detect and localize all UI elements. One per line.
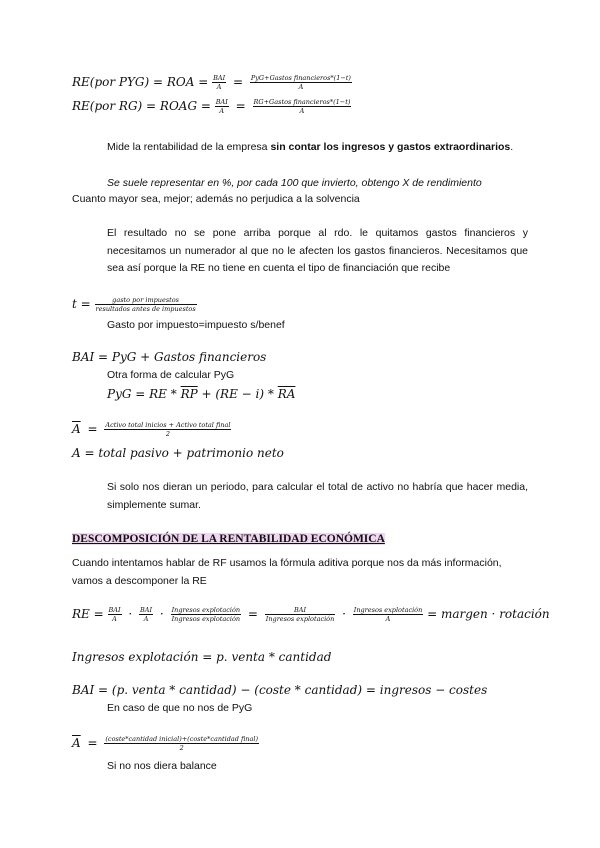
mide-bold-text: sin contar los ingresos y gastos extraordinarios <box>270 141 511 153</box>
a-bar2-fraction <box>104 735 259 752</box>
formula-bai-2: BAI = (p. venta * cantidad) − (coste * cantidad) = ingresos − costes <box>72 683 488 697</box>
formula-t <box>72 296 197 313</box>
formula-bai: BAI = PyG + Gastos financieros <box>72 350 267 364</box>
re-fraction-5 <box>353 606 424 623</box>
paragraph-resultado: El resultado no se pone arriba porque al rdo. le quitamos gastos financieros y necesitamos un numerador al que no le afecten los gastos financieros. Necesitamos que sea así porque la RE no tiene en cuenta el tipo de financiación que recibe <box>107 227 528 274</box>
roa-fraction-1 <box>212 74 226 91</box>
a-bar2-eq: = <box>87 736 98 750</box>
re-rhs: = margen · rotación <box>427 607 550 621</box>
formula-a-bar-2 <box>72 735 259 752</box>
re-lhs: RE = <box>72 607 104 621</box>
a-bar2-num: (coste*cantidad inicial)+(coste*cantidad final) <box>105 735 258 743</box>
re-f5-num: Ingresos explotación <box>353 606 423 614</box>
re-fraction-3 <box>171 606 242 623</box>
mide-period: . <box>510 141 514 153</box>
re-f5-den: A <box>385 615 391 623</box>
roa-f1-num: BAI <box>213 74 226 82</box>
roag-f2-den: A <box>299 107 305 115</box>
re-dot-1: · <box>128 607 133 621</box>
t-fraction <box>95 296 197 313</box>
t-lhs: t = <box>72 297 91 311</box>
a-bar-symbol: $\overline{A}$ <box>72 422 81 436</box>
roag-eq: = <box>235 99 246 113</box>
paragraph-se-suele: Se suele representar en %, por cada 100 que invierto, obtengo X de rendimiento <box>107 177 482 189</box>
formula-re-decomposition <box>72 606 550 623</box>
t-den: resultados antes de impuestos <box>95 305 196 313</box>
a-bar-den: 2 <box>165 430 170 438</box>
roa-f1-den: A <box>216 83 222 91</box>
formula-pyg <box>107 387 295 401</box>
paragraph-cuanto: Cuanto mayor sea, mejor; además no perjudica a la solvencia <box>72 193 360 205</box>
roag-f2-num: RG+Gastos financieros*(1−t) <box>253 98 351 106</box>
roa-f2-num: PyG+Gastos financieros*(1−t) <box>250 74 351 82</box>
section-heading: DESCOMPOSICIÓN DE LA RENTABILIDAD ECONÓMICA <box>72 533 385 545</box>
re-fraction-1 <box>108 606 122 623</box>
re-dot-3: · <box>342 607 346 621</box>
roa-fraction-2 <box>250 74 352 91</box>
pyg-ra: $\overline{RA}$ <box>277 387 296 401</box>
paragraph-gasto-impuesto: Gasto por impuesto=impuesto s/benef <box>107 319 285 331</box>
pyg-rp: $\overline{RP}$ <box>180 387 198 401</box>
formula-a-total: A = total pasivo + patrimonio neto <box>72 446 284 460</box>
pyg-part-a: PyG = RE * <box>107 387 177 401</box>
roa-f2-den: A <box>298 83 304 91</box>
paragraph-si-solo: Si solo nos dieran un periodo, para calcular el total de activo no habría que hacer media, simplemente sumar. <box>107 481 528 511</box>
paragraph-cuando: Cuando intentamos hablar de RF usamos la fórmula aditiva porque nos da más información, vamos a descomponer la RE <box>72 557 502 587</box>
roag-f1-den: A <box>219 107 225 115</box>
re-f1-den: A <box>112 615 117 623</box>
t-num: gasto por impuestos <box>95 296 197 305</box>
roag-fraction-2 <box>253 98 352 115</box>
a-bar-eq: = <box>87 422 98 436</box>
a-bar2-symbol: $\overline{A}$ <box>72 736 81 750</box>
roag-lhs: RE(por RG) = ROAG = <box>72 99 211 113</box>
roag-fraction-1 <box>215 98 229 115</box>
paragraph-mide <box>107 141 513 153</box>
paragraph-otra-forma: Otra forma de calcular PyG <box>107 369 235 381</box>
mide-text: Mide la rentabilidad de la empresa <box>107 141 271 153</box>
a-bar-num: Activo total inicios + Activo total final <box>105 421 231 429</box>
re-f3-num: Ingresos explotación <box>171 606 241 614</box>
re-dot-2: · <box>159 607 164 621</box>
re-fraction-2 <box>139 606 153 623</box>
roa-lhs: RE(por PYG) = ROA = <box>72 75 209 89</box>
re-f2-den: A <box>143 615 149 623</box>
re-f4-num: BAI <box>265 606 336 615</box>
formula-ingresos: Ingresos explotación = p. venta * cantidad <box>72 650 332 664</box>
a-bar2-den: 2 <box>179 744 184 752</box>
re-f3-den: Ingresos explotación <box>171 615 241 623</box>
roa-eq: = <box>233 75 244 89</box>
paragraph-si-no: Si no nos diera balance <box>107 760 217 772</box>
re-f1-num: BAI <box>108 606 121 614</box>
roag-f1-num: BAI <box>215 98 228 106</box>
re-f2-num: BAI <box>140 606 153 614</box>
a-bar-fraction <box>104 421 231 438</box>
paragraph-en-caso: En caso de que no nos de PyG <box>107 702 253 714</box>
re-eq: = <box>247 607 258 621</box>
pyg-part-b: + (RE − i) * <box>201 387 274 401</box>
formula-a-bar <box>72 421 231 438</box>
re-fraction-4 <box>265 606 336 623</box>
formula-roa <box>72 74 352 91</box>
formula-roag <box>72 98 351 115</box>
re-f4-den: Ingresos explotación <box>265 615 335 623</box>
